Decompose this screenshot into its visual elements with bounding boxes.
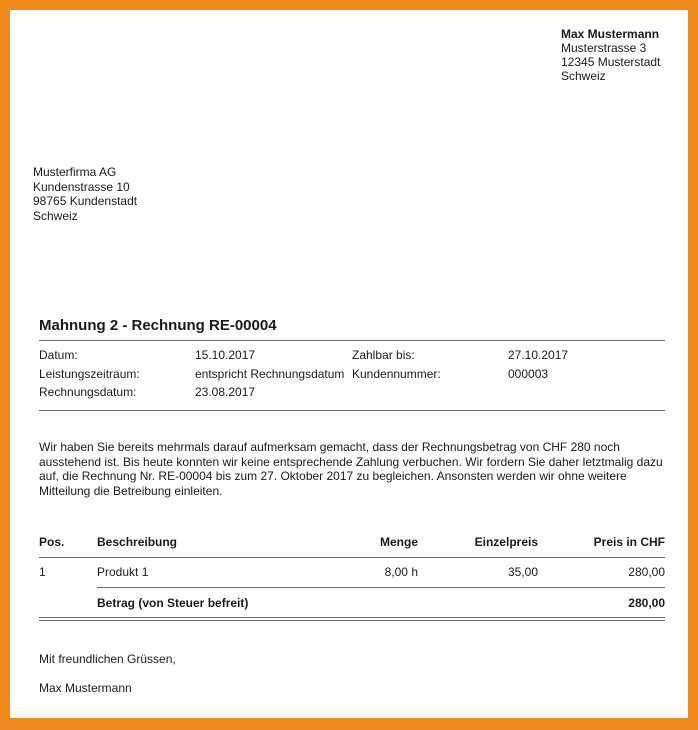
invoice-date-value: 23.08.2017 <box>195 385 256 399</box>
closing-text: Mit freundlichen Grüssen, <box>39 652 176 666</box>
header-price: Preis in CHF <box>593 535 665 549</box>
recipient-city: 98765 Kundenstadt <box>33 194 138 208</box>
meta-divider <box>39 410 665 411</box>
row-unit-price: 35,00 <box>507 565 538 579</box>
total-divider-bottom <box>39 620 665 621</box>
letter-page <box>10 10 688 718</box>
title-divider <box>39 340 665 341</box>
date-label: Datum: <box>39 348 78 362</box>
row-divider <box>97 587 665 588</box>
row-quantity: 8,00 h <box>384 565 418 579</box>
total-value: 280,00 <box>628 596 665 610</box>
row-description: Produkt 1 <box>97 565 149 579</box>
reminder-line: Mitteilung die Betreibung einleiten. <box>39 484 223 499</box>
date-value: 15.10.2017 <box>195 348 256 362</box>
row-pos: 1 <box>39 565 46 579</box>
sender-city: 12345 Musterstadt <box>561 55 661 69</box>
recipient-country: Schweiz <box>33 208 78 223</box>
reminder-text <box>39 440 667 499</box>
sender-street: Musterstrasse 3 <box>561 41 647 55</box>
table-header-divider <box>39 557 665 558</box>
recipient-company: Musterfirma AG <box>33 165 117 179</box>
row-price: 280,00 <box>628 565 665 579</box>
invoice-date-label: Rechnungsdatum: <box>39 385 137 399</box>
sender-address <box>561 27 660 83</box>
signature-name: Max Mustermann <box>39 681 132 695</box>
header-quantity: Menge <box>379 535 418 549</box>
header-pos: Pos. <box>39 535 65 549</box>
customer-number-label: Kundennummer: <box>352 367 441 381</box>
header-unit-price: Einzelpreis <box>474 535 538 549</box>
sender-country: Schweiz <box>561 69 606 83</box>
recipient-address <box>33 165 137 223</box>
reminder-line: auf, die Rechnung Nr. RE-00004 bis zum 27. Oktober 2017 zu begleichen. Ansonsten werden wir ohne weitere <box>39 469 627 484</box>
service-period-value: entspricht Rechnungsdatum <box>195 367 345 381</box>
total-divider-top <box>39 617 665 618</box>
recipient-street: Kundenstrasse 10 <box>33 179 130 194</box>
total-label: Betrag (von Steuer befreit) <box>97 596 249 610</box>
reminder-line: Wir haben Sie bereits mehrmals darauf aufmerksam gemacht, dass der Rechnungsbetrag von CHF 280 noch <box>39 440 620 454</box>
sender-name: Max Mustermann <box>561 27 660 41</box>
service-period-label: Leistungszeitraum: <box>39 367 140 381</box>
reminder-line: ausstehend ist. Bis heute konnten wir keine entsprechende Zahlung verbuchen. Wir fordern Sie daher letztmalig dazu <box>39 454 663 469</box>
header-description: Beschreibung <box>97 535 178 549</box>
document-title: Mahnung 2 - Rechnung RE-00004 <box>39 317 277 334</box>
due-date-value: 27.10.2017 <box>508 348 569 362</box>
customer-number-value: 000003 <box>508 367 549 381</box>
due-date-label: Zahlbar bis: <box>352 348 415 362</box>
